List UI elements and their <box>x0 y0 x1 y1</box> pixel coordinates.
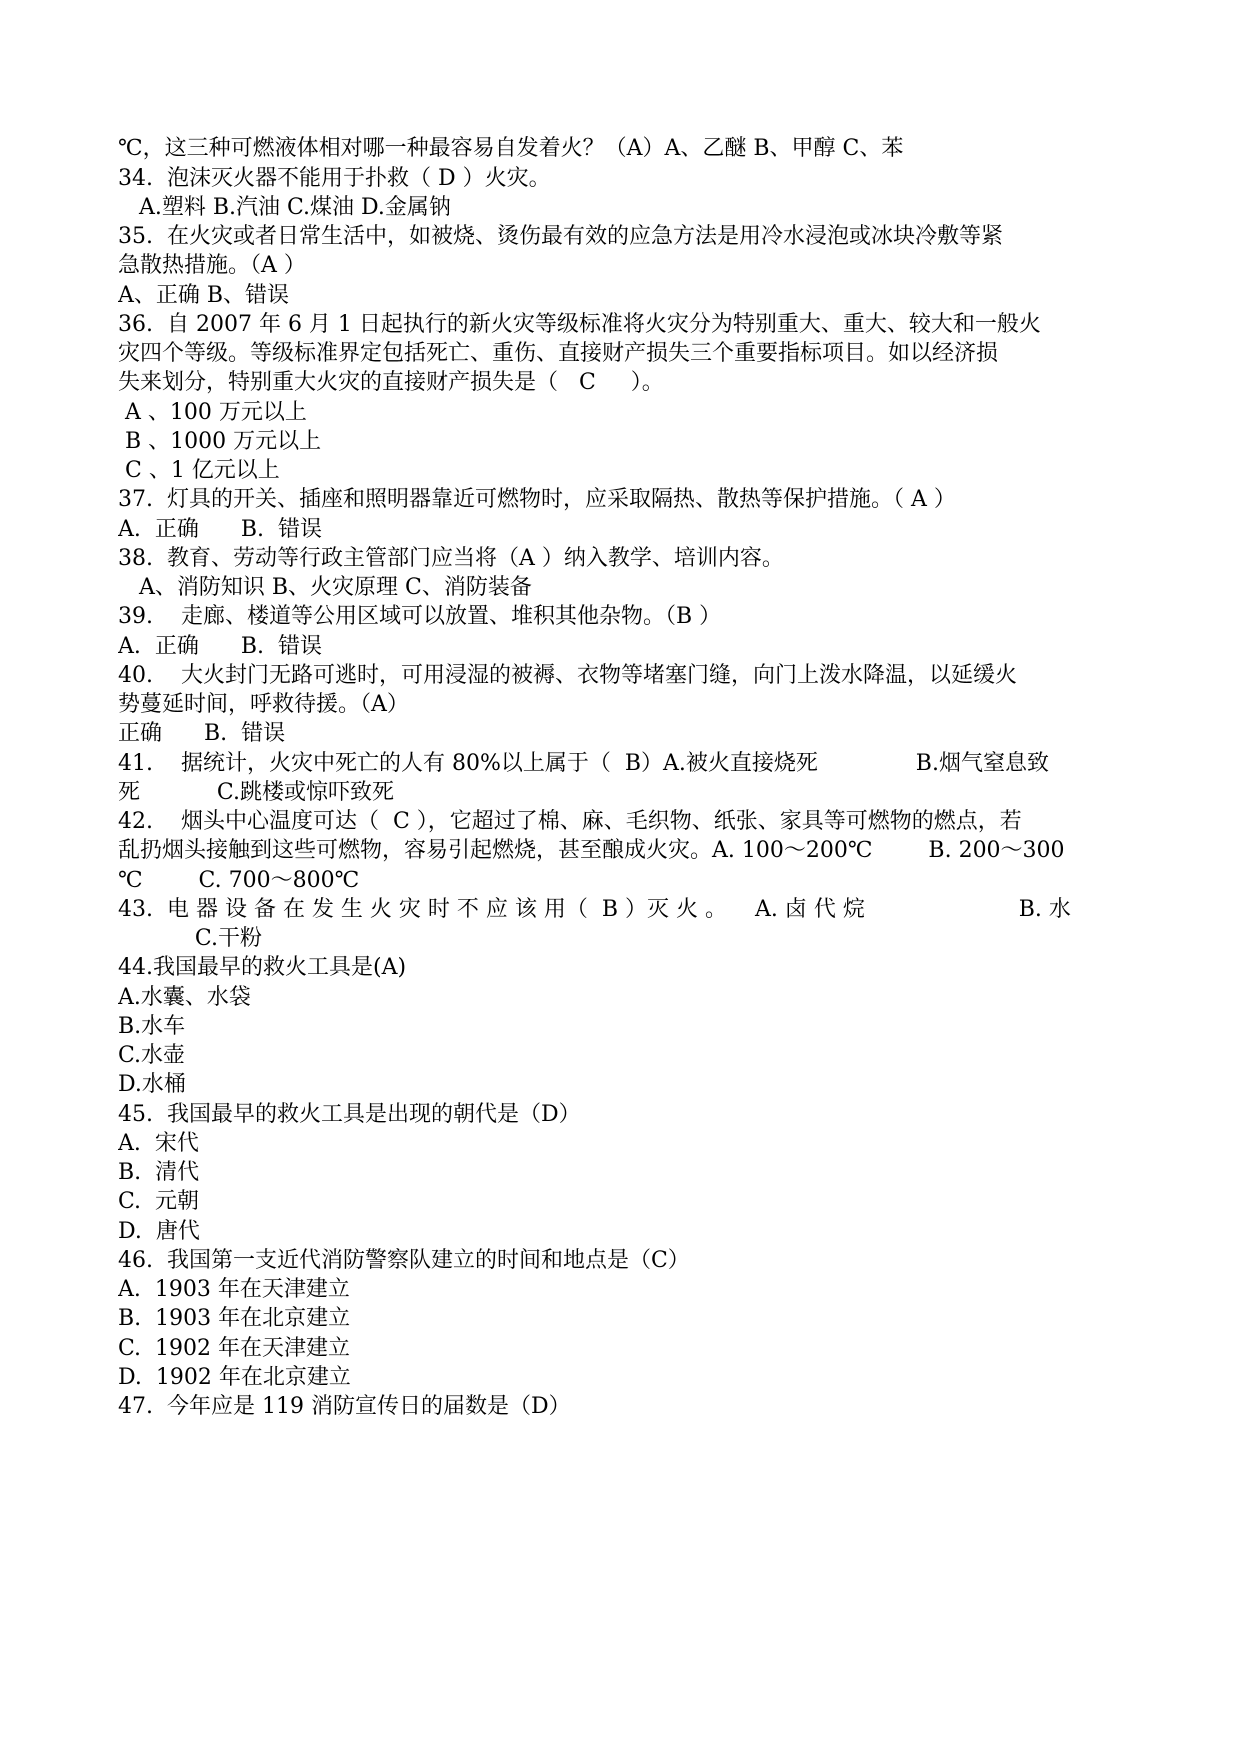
text-line-q35: 35. 在火灾或者日常生活中，如被烧、烫伤最有效的应急方法是用冷水浸泡或冰块冷敷等紧 <box>118 224 1003 249</box>
text-line-q40-options: 正确 B. 错误 <box>118 721 286 746</box>
text-line-q34: 34. 泡沫灭火器不能用于扑救（ D ）火灾。 <box>118 166 551 191</box>
text-line-q46-option-d: D. 1902 年在北京建立 <box>118 1365 351 1390</box>
text-line-q44-option-a: A.水囊、水袋 <box>118 985 251 1010</box>
text-line-q46-option-a: A. 1903 年在天津建立 <box>118 1277 350 1302</box>
text-line-q37: 37. 灯具的开关、插座和照明器靠近可燃物时，应采取隔热、散热等保护措施。（ A ） <box>118 487 956 512</box>
text-line-q45-option-d: D. 唐代 <box>118 1219 200 1244</box>
text-line-q43-cont: C.干粉 <box>118 926 262 951</box>
text-line-q35-options: A、正确 B、错误 <box>118 283 290 308</box>
text-line-q46-option-c: C. 1902 年在天津建立 <box>118 1336 351 1361</box>
text-line-q45-option-b: B. 清代 <box>118 1160 200 1185</box>
text-line-q44: 44.我国最早的救火工具是(A) <box>118 955 407 980</box>
text-line-q42: 42. 烟头中心温度可达（ C ），它超过了棉、麻、毛织物、纸张、家具等可燃物的燃点，若 <box>118 809 1022 834</box>
text-line-q40-cont: 势蔓延时间，呼救待援。（A） <box>118 692 409 717</box>
text-line-q44-option-d: D.水桶 <box>118 1072 186 1097</box>
text-line-q45-option-a: A. 宋代 <box>118 1131 199 1156</box>
text-line-q43: 43. 电 器 设 备 在 发 生 火 灾 时 不 应 该 用（ B ）灭 火 。 A. 卤 代 烷 B. 水 <box>118 897 1071 922</box>
text-line-q35-cont: 急散热措施。（A ） <box>118 253 306 278</box>
text-line-q42-cont1: 乱扔烟头接触到这些可燃物，容易引起燃烧，甚至酿成火灾。A. 100～200℃ B. 200～300 <box>118 838 1065 863</box>
text-line-q34-options: A.塑料 B.汽油 C.煤油 D.金属钠 <box>118 195 451 220</box>
text-line-q38: 38. 教育、劳动等行政主管部门应当将（A ）纳入教学、培训内容。 <box>118 546 784 571</box>
text-line-q33-options: ℃，这三种可燃液体相对哪一种最容易自发着火？（A）A、乙醚 B、甲醇 C、苯 <box>118 136 904 161</box>
text-line-q46: 46. 我国第一支近代消防警察队建立的时间和地点是（C） <box>118 1248 690 1273</box>
text-line-q45: 45. 我国最早的救火工具是出现的朝代是（D） <box>118 1102 581 1127</box>
text-line-q36-cont1: 灾四个等级。等级标准界定包括死亡、重伤、直接财产损失三个重要指标项目。如以经济损 <box>118 341 999 366</box>
text-line-q44-option-c: C.水壶 <box>118 1043 186 1068</box>
text-line-q37-options: A. 正确 B. 错误 <box>118 517 322 542</box>
text-line-q36-option-b: B 、1000 万元以上 <box>118 429 322 454</box>
text-line-q39-options: A. 正确 B. 错误 <box>118 634 322 659</box>
text-line-q39: 39. 走廊、楼道等公用区域可以放置、堆积其他杂物。（B ） <box>118 604 722 629</box>
text-line-q41-cont: 死 C.跳楼或惊吓致死 <box>118 780 394 805</box>
text-line-q40: 40. 大火封门无路可逃时，可用浸湿的被褥、衣物等堵塞门缝，向门上泼水降温，以延缓火 <box>118 663 1017 688</box>
text-line-q41: 41. 据统计，火灾中死亡的人有 80%以上属于（ B）A.被火直接烧死 B.烟气窒息致 <box>118 751 1049 776</box>
text-line-q36-cont2: 失来划分，特别重大火灾的直接财产损失是（ C ）。 <box>118 370 664 395</box>
text-line-q42-cont2: ℃ C. 700～800℃ <box>118 868 360 893</box>
text-line-q36: 36. 自 2007 年 6 月 1 日起执行的新火灾等级标准将火灾分为特别重大、重大、较大和一般火 <box>118 312 1041 337</box>
text-line-q36-option-c: C 、1 亿元以上 <box>118 458 280 483</box>
text-line-q45-option-c: C. 元朝 <box>118 1189 200 1214</box>
text-line-q44-option-b: B.水车 <box>118 1014 186 1039</box>
text-line-q46-option-b: B. 1903 年在北京建立 <box>118 1306 351 1331</box>
text-line-q38-options: A、消防知识 B、火灾原理 C、消防装备 <box>118 575 532 600</box>
text-line-q36-option-a: A 、100 万元以上 <box>118 400 307 425</box>
text-line-q47: 47. 今年应是 119 消防宣传日的届数是（D） <box>118 1394 571 1419</box>
